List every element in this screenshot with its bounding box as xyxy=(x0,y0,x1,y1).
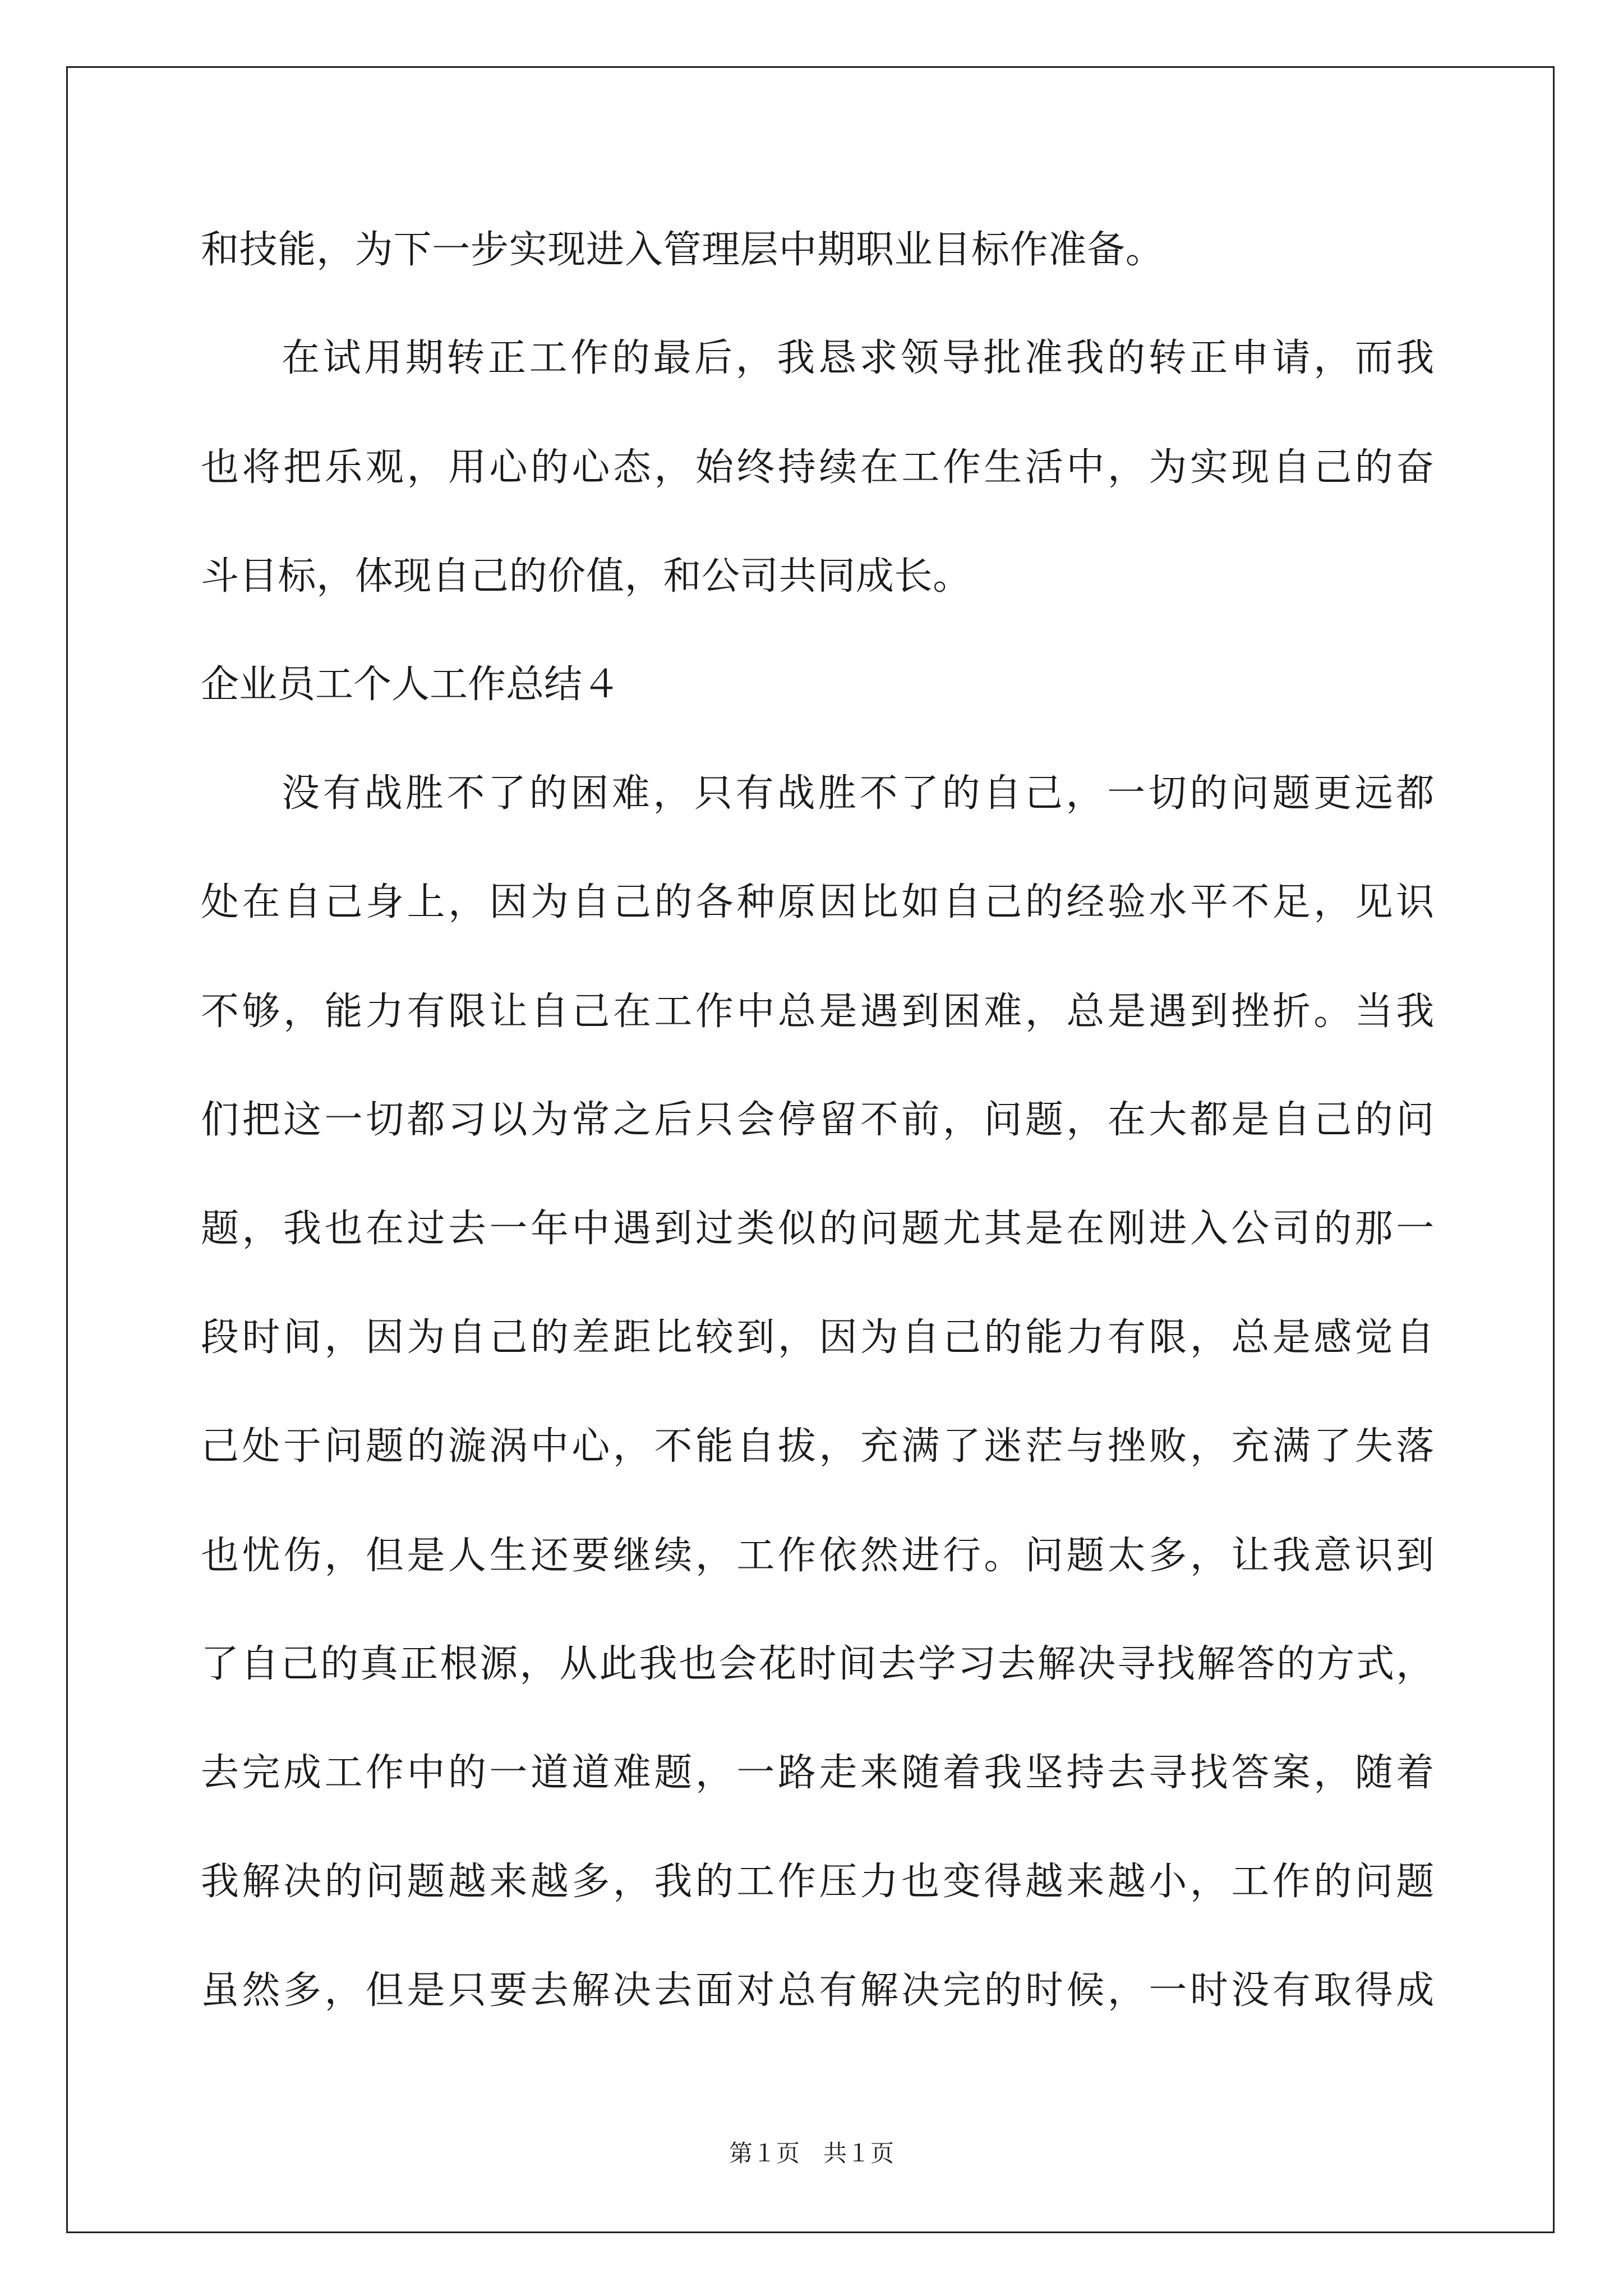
text-line: 段时间，因为自己的差距比较到，因为自己的能力有限，总是感觉自 xyxy=(201,1315,1435,1360)
text-line: 了自己的真正根源，从此我也会花时间去学习去解决寻找解答的方式， xyxy=(201,1642,1435,1686)
page-border xyxy=(66,66,1555,2233)
text-line: 在试用期转正工作的最后，我恳求领导批准我的转正申请，而我 xyxy=(282,336,1435,380)
text-line: 虽然多，但是只要去解决去面对总有解决完的时候，一时没有取得成 xyxy=(201,1968,1435,2013)
text-line: 们把这一切都习以为常之后只会停留不前，问题，在大都是自己的问 xyxy=(201,1098,1435,1142)
section-heading: 企业员工个人工作总结４ xyxy=(201,662,621,707)
text-line: 题，我也在过去一年中遇到过类似的问题尤其是在刚进入公司的那一 xyxy=(201,1207,1435,1251)
text-line: 没有战胜不了的困难，只有战胜不了的自己，一切的问题更远都 xyxy=(282,771,1435,816)
text-line: 和技能，为下一步实现进入管理层中期职业目标作准备。 xyxy=(201,228,1164,272)
text-line: 不够，能力有限让自己在工作中总是遇到困难，总是遇到挫折。当我 xyxy=(201,990,1435,1034)
page-number-footer: 第１页 共１页 xyxy=(728,2139,894,2167)
text-line: 斗目标，体现自己的价值，和公司共同成长。 xyxy=(201,554,972,599)
text-line: 去完成工作中的一道道难题，一路走来随着我坚持去寻找答案，随着 xyxy=(201,1751,1435,1795)
text-line: 也将把乐观，用心的心态，始终持续在工作生活中，为实现自己的奋 xyxy=(201,445,1435,490)
text-line: 也忧伤，但是人生还要继续，工作依然进行。问题太多，让我意识到 xyxy=(201,1534,1435,1578)
text-line: 我解决的问题越来越多，我的工作压力也变得越来越小，工作的问题 xyxy=(201,1860,1435,1904)
text-line: 己处于问题的漩涡中心，不能自拔，充满了迷茫与挫败，充满了失落 xyxy=(201,1424,1435,1469)
text-line: 处在自己身上，因为自己的各种原因比如自己的经验水平不足，见识 xyxy=(201,880,1435,924)
